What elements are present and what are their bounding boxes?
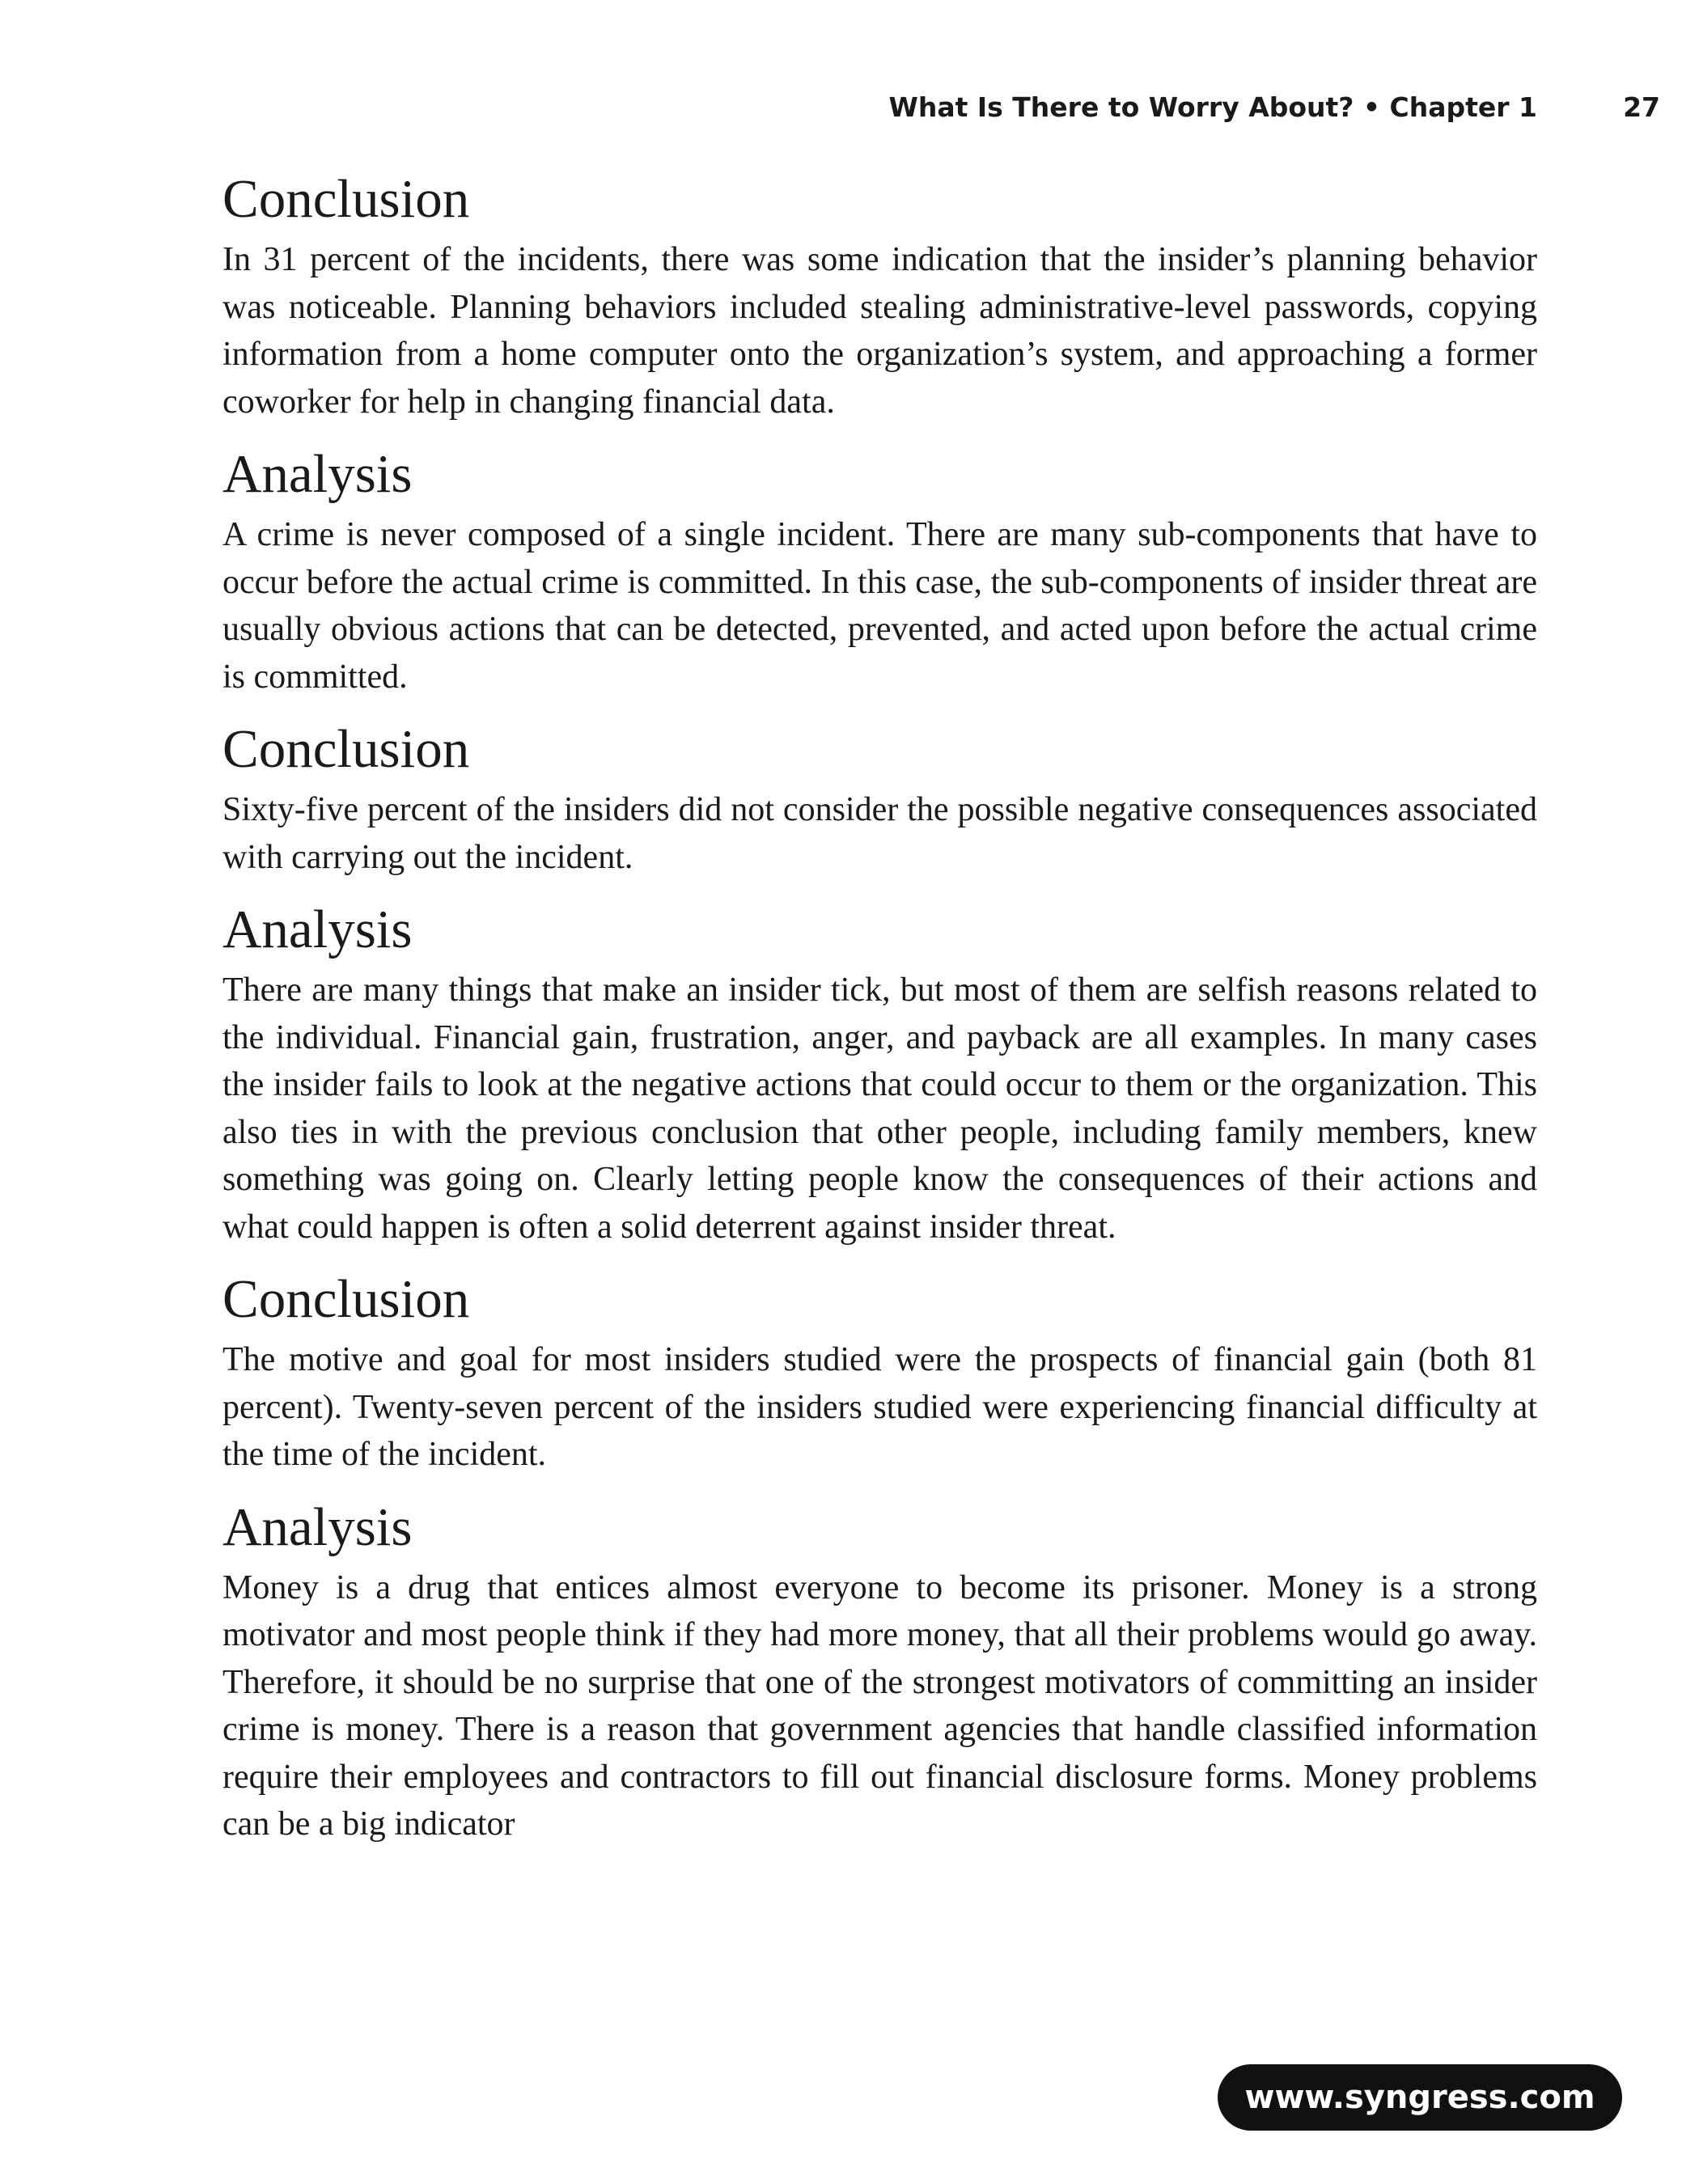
publisher-url-badge: www.syngress.com: [1218, 2064, 1622, 2131]
section-conclusion-3: [222, 1262, 1537, 1479]
section-heading: Conclusion: [222, 719, 470, 779]
section-paragraph: A crime is never composed of a single incident. There are many sub-components that have to occur before the actual crime is committed. In this case, the sub-components of insider threat are usually obvious actions that can be detected, prevented, and acted upon before the actual crime is committed.: [222, 516, 1537, 696]
running-header: [0, 87, 1699, 128]
section-heading: Analysis: [222, 899, 413, 959]
section-analysis-3: [222, 1490, 1537, 1848]
section-analysis-1: [222, 437, 1537, 700]
section-analysis-2: [222, 892, 1537, 1251]
section-paragraph: There are many things that make an insider tick, but most of them are selfish reasons related to the individual. Financial gain, frustration, anger, and payback are all examples. In many cases the insider fails to look at the negative actions that could occur to them or the organization. This also ties in with the previous conclusion that other people, including family members, knew something was going on. Clearly letting people know the consequences of their actions and what could happen is often a solid deterrent against insider threat.: [222, 971, 1537, 1246]
section-paragraph: The motive and goal for most insiders studied were the prospects of financial gain (both 81 percent). Twenty-seven percent of the insiders studied were experiencing financial difficulty at the time of the incident.: [222, 1341, 1537, 1473]
page-number: 27: [1623, 91, 1660, 123]
section-paragraph: In 31 percent of the incidents, there was some indication that the insider’s planning behavior was noticeable. Planning behaviors included stealing administrative-level passwords, copying information from a home computer onto the organization’s system, and approaching a former coworker for help in changing financial data.: [222, 241, 1537, 421]
section-paragraph: Money is a drug that entices almost everyone to become its prisoner. Money is a strong motivator and most people think if they had more money, that all their problems would go away. Therefore, it should be no surprise that one of the strongest motivators of committing an insider crime is money. There is a reason that government agencies that handle classified information require their employees and contractors to fill out financial disclosure forms. Money problems can be a big indicator: [222, 1568, 1537, 1843]
section-heading: Conclusion: [222, 1269, 470, 1329]
section-paragraph: Sixty-five percent of the insiders did not consider the possible negative consequences associated with carrying out the incident.: [222, 791, 1537, 876]
section-heading: Analysis: [222, 444, 413, 504]
section-conclusion-2: [222, 712, 1537, 881]
page-content: [222, 162, 1537, 1860]
section-heading: Analysis: [222, 1496, 413, 1557]
running-title: What Is There to Worry About? • Chapter 1: [888, 91, 1537, 123]
section-conclusion-1: [222, 162, 1537, 425]
section-heading: Conclusion: [222, 169, 470, 229]
